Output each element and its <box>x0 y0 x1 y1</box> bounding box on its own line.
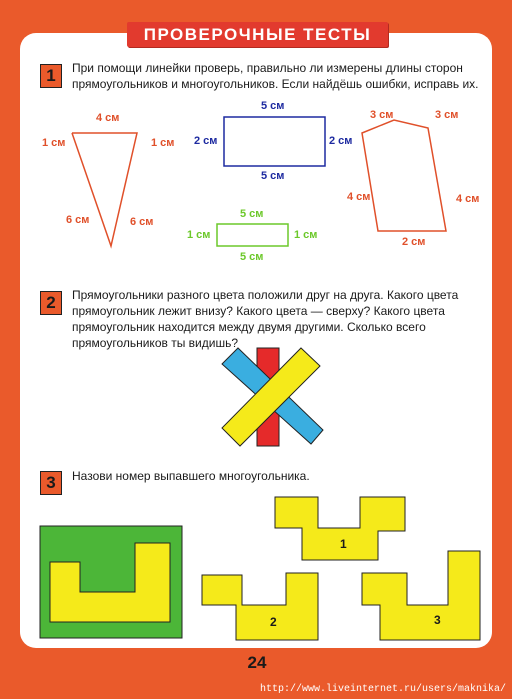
task-2-text: Прямоугольники разного цвета положили друг на друга. Какого цвета прямоугольник лежит внизу? Какого цвета — сверху? Какого цвета прямоугольник находится между двумя другими. Сколько всего прямоугольников ты видишь? <box>72 288 459 350</box>
green-rect-right-label: 1 см <box>294 229 318 241</box>
triangle-left-label: 1 см <box>42 137 66 149</box>
polygon-3-label: 3 <box>434 613 441 627</box>
triangle-bottom-right-label: 6 см <box>130 216 154 228</box>
task-3-text: Назови номер выпавшего многоугольника. <box>72 469 310 483</box>
page-number: 24 <box>242 651 272 675</box>
task-2-number: 2 <box>40 291 62 315</box>
polygon-2-label: 2 <box>270 615 277 629</box>
blue-rect-top-label: 5 см <box>261 100 285 112</box>
task-1-number: 1 <box>40 64 62 88</box>
task-3-number: 3 <box>40 471 62 495</box>
polygon-1-label: 1 <box>340 537 347 551</box>
blue-rect-bottom-label: 5 см <box>261 170 285 182</box>
green-rect-left-label: 1 см <box>187 229 211 241</box>
green-rect-top-label: 5 см <box>240 208 264 220</box>
blue-rect-right-label: 2 см <box>329 135 353 147</box>
pentagon-top-right-label: 3 см <box>435 109 459 121</box>
polygon-2 <box>202 573 318 640</box>
watermark-url: http://www.liveinternet.ru/users/maknika/ <box>259 684 506 695</box>
task-1-text: При помощи линейки проверь, правильно ли измерены длины сторон прямоугольников и многоугольников. Если найдёшь ошибки, исправь их. <box>72 61 479 91</box>
triangle-right-label: 1 см <box>151 137 175 149</box>
green-rect-bottom-label: 5 см <box>240 251 264 263</box>
pentagon-bottom-label: 2 см <box>402 236 426 248</box>
triangle-bottom-left-label: 6 см <box>66 214 90 226</box>
pentagon-left-label: 4 см <box>347 191 371 203</box>
page-title: ПРОВЕРОЧНЫЕ ТЕСТЫ <box>127 22 388 47</box>
triangle-top-label: 4 см <box>96 112 120 124</box>
pentagon-right-label: 4 см <box>456 193 480 205</box>
blue-rect-left-label: 2 см <box>194 135 218 147</box>
polygon-3 <box>362 551 480 640</box>
pentagon-top-left-label: 3 см <box>370 109 394 121</box>
